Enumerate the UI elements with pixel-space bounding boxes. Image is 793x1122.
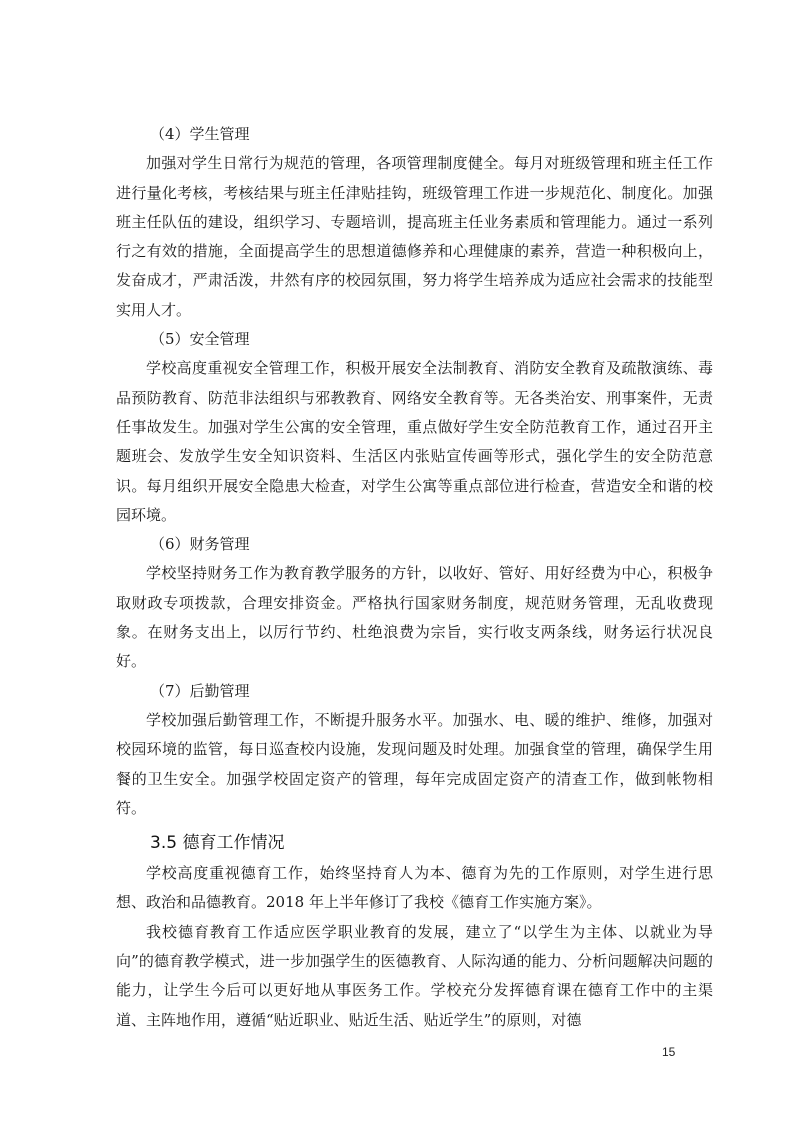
paragraph-student-management: 加强对学生日常行为规范的管理，各项管理制度健全。每月对班级管理和班主任工作进行量化考核，考核结果与班主任津贴挂钩，班级管理工作进一步规范化、制度化。加强班主任队伍的建设，组织学习、专题培训，提高班主任业务素质和管理能力。通过一系列行之有效的措施，全面提高学生的思想道德修养和心理健康的素养，营造一种积极向上，发奋成才，严肃活泼，井然有序的校园氛围，努力将学生培养成为适应社会需求的技能型实用人才。 — [116, 154, 713, 319]
page-number: 15 — [662, 1045, 676, 1059]
section-heading-logistics-management: （7）后勤管理 — [150, 681, 250, 700]
paragraph-finance-management: 学校坚持财务工作为教育教学服务的方针，以收好、管好、用好经费为中心，积极争取财政专项拨款，合理安排资金。严格执行国家财务制度，规范财务管理，无乱收费现象。在财务支出上，以厉行节约、杜绝浪费为宗旨，实行收支两条线，财务运行状况良好。 — [116, 564, 713, 671]
paragraph-logistics-management: 学校加强后勤管理工作，不断提升服务水平。加强水、电、暖的维护、维修，加强对校园环境的监管，每日巡查校内设施，发现问题及时处理。加强食堂的管理，确保学生用餐的卫生安全。加强学校固定资产的管理，每年完成固定资产的清查工作，做到帐物相符。 — [116, 710, 713, 817]
section-heading-student-management: （4）学生管理 — [150, 125, 250, 143]
paragraph-safety-management: 学校高度重视安全管理工作，积极开展安全法制教育、消防安全教育及疏散演练、毒品预防教育、防范非法组织与邪教教育、网络安全教育等。无各类治安、刑事案件，无责任事故发生。加强对学生公寓的安全管理，重点做好学生安全防范教育工作，通过召开主题班会、发放学生安全知识资料、生活区内张贴宣传画等形式，强化学生的安全防范意识。每月组织开展安全隐患大检查，对学生公寓等重点部位进行检查，营造安全和谐的校园环境。 — [116, 359, 713, 524]
section-heading-moral-education: 3.5 德育工作情况 — [150, 833, 285, 854]
section-heading-finance-management: （6）财务管理 — [150, 535, 250, 554]
paragraph-moral-education-2: 我校德育教育工作适应医学职业教育的发展，建立了“以学生为主体、以就业为导向”的德育教学模式，进一步加强学生的医德教育、人际沟通的能力、分析问题解决问题的能力，让学生今后可以更好地从事医务工作。学校充分发挥德育课在德育工作中的主渠道、主阵地作用，遵循“贴近职业、贴近生活、贴近学生”的原则，对德 — [116, 922, 713, 1029]
page-content — [116, 120, 713, 1035]
section-heading-safety-management: （5）安全管理 — [150, 330, 250, 349]
paragraph-moral-education-1: 学校高度重视德育工作，始终坚持育人为本、德育为先的工作原则，对学生进行思想、政治和品德教育。2018 年上半年修订了我校《德育工作实施方案》。 — [116, 864, 713, 912]
